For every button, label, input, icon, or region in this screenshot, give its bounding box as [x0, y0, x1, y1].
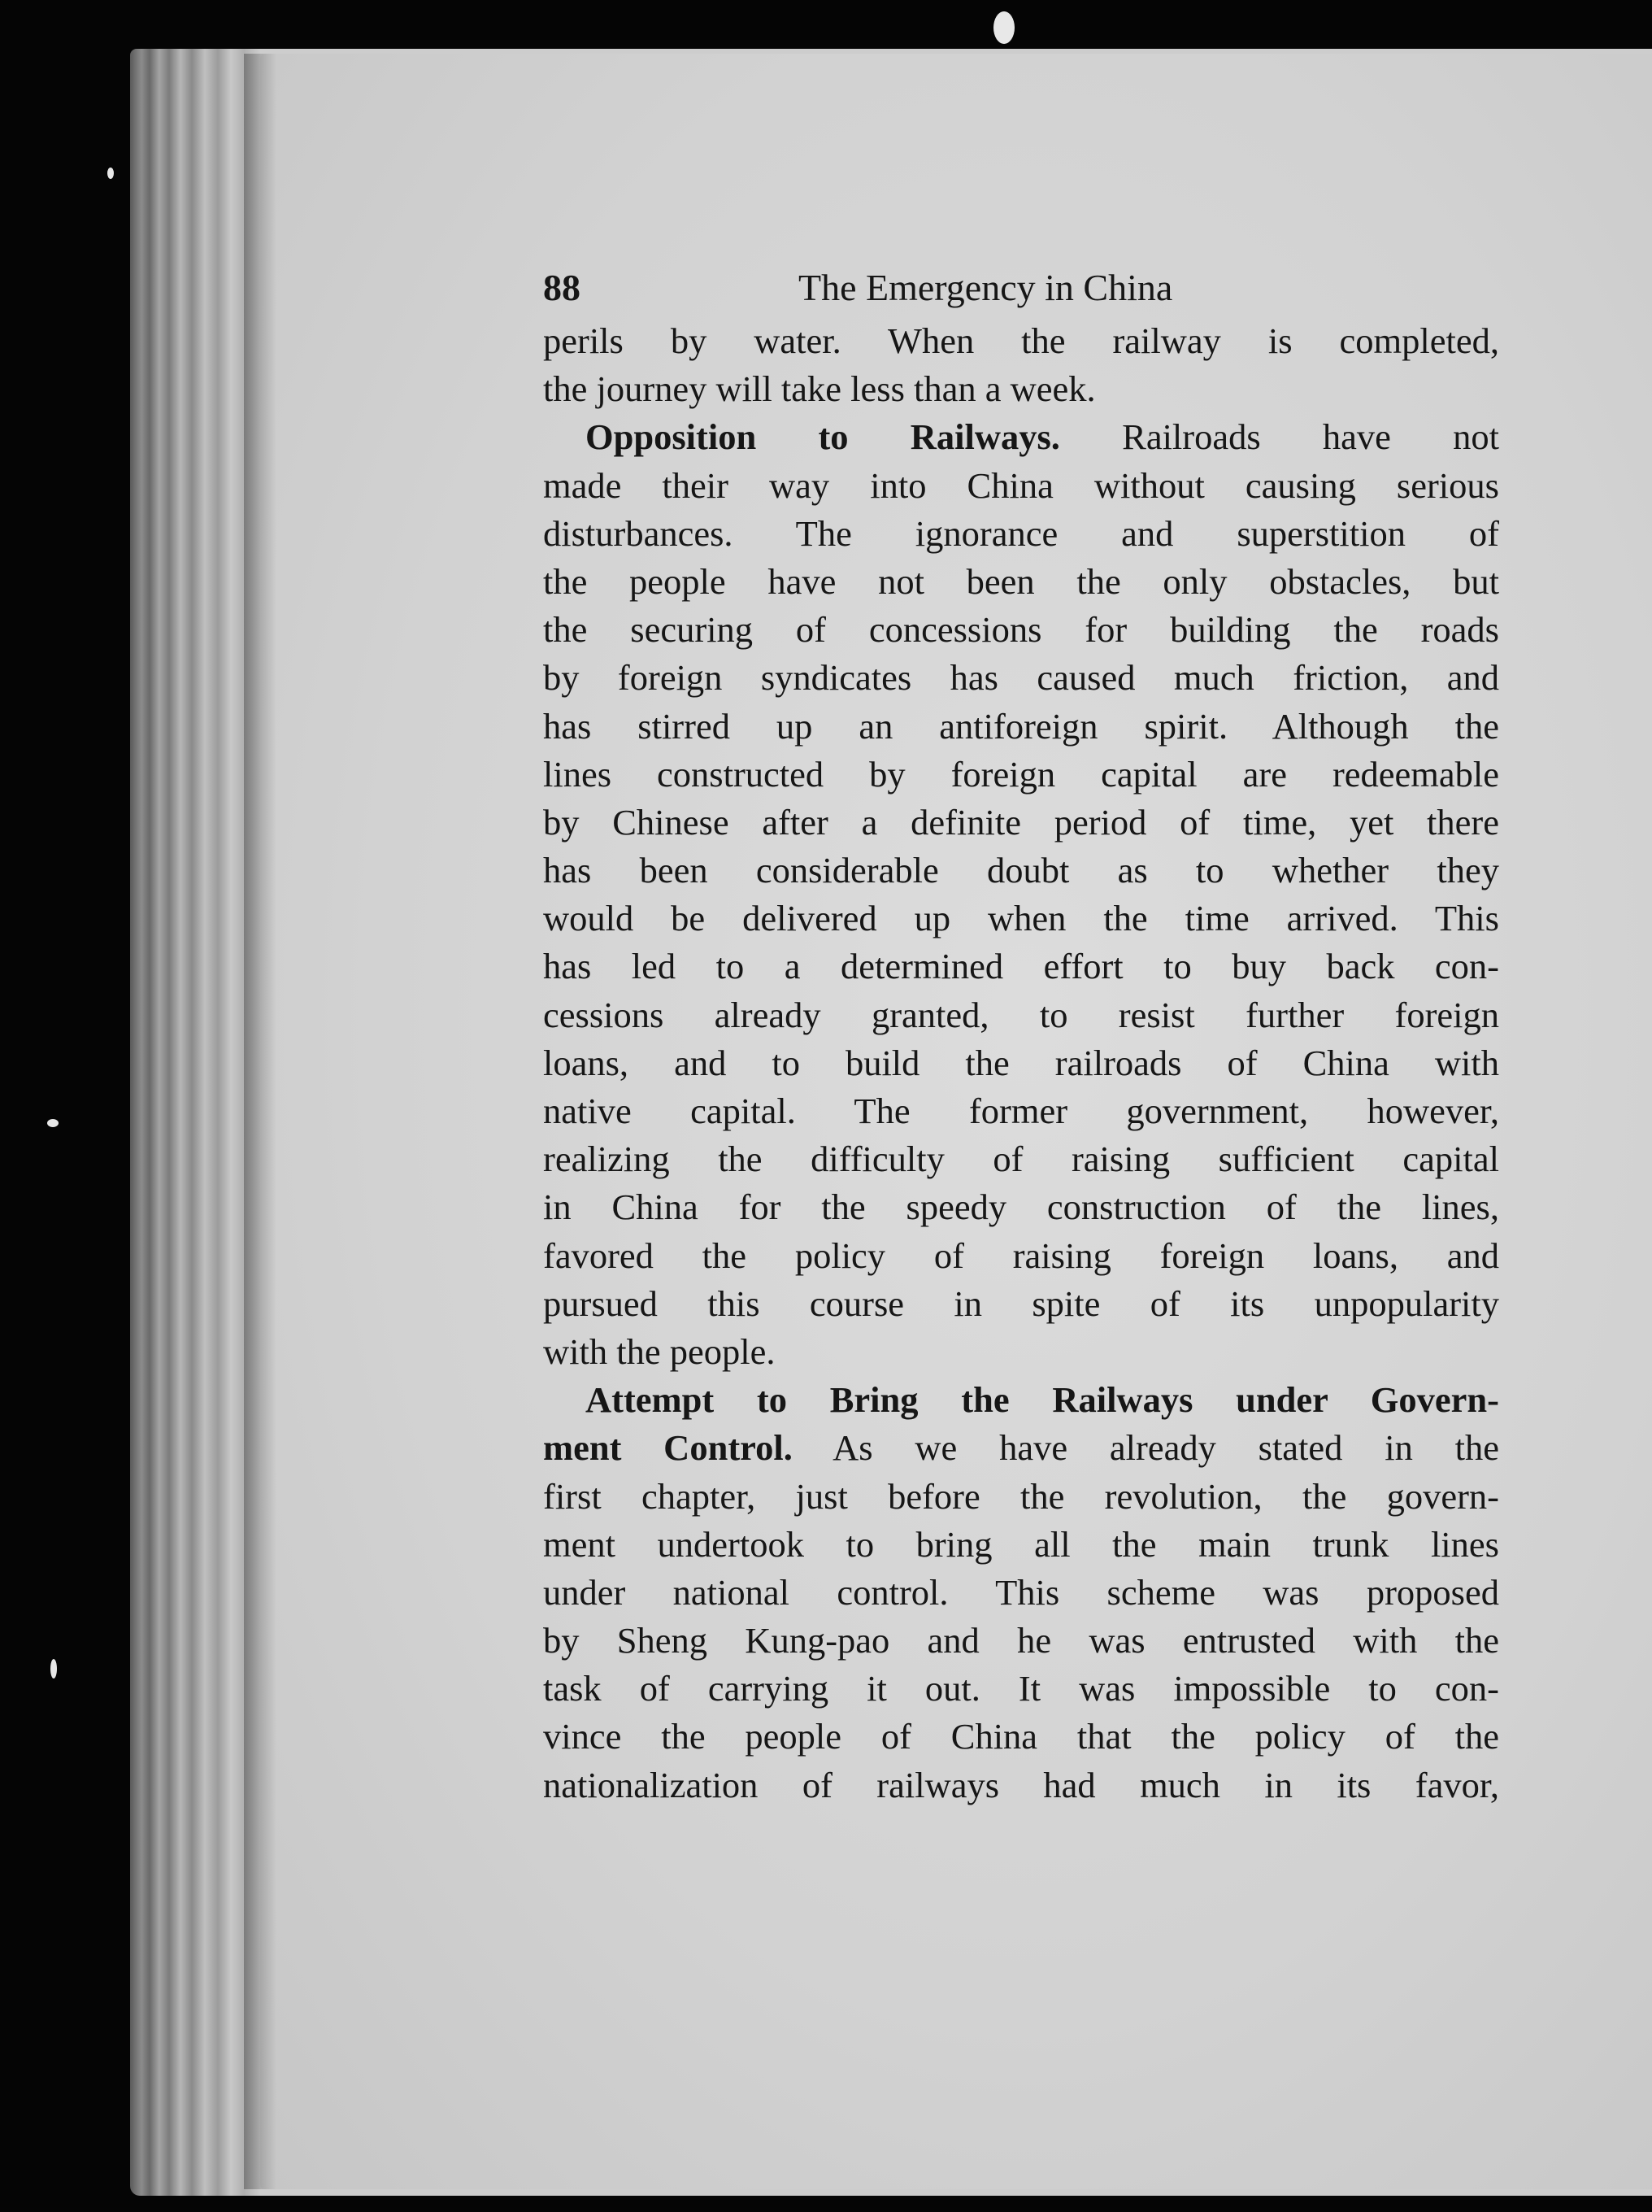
text-line [543, 1039, 1499, 1087]
line-text: by Sheng Kung-pao and he was entrusted with the [543, 1620, 1499, 1661]
line-text: lines constructed by foreign capital are redeemable [543, 753, 1499, 795]
line-text: by foreign syndicates has caused much friction, and [543, 657, 1499, 699]
text-line [543, 510, 1499, 558]
text-line [543, 365, 1499, 413]
line-text: has stirred up an antiforeign spirit. Although the [543, 705, 1499, 747]
line-text: by Chinese after a definite period of time, yet there [543, 801, 1499, 843]
section-heading: Opposition to Railways. [585, 416, 1060, 458]
running-head [543, 259, 1499, 317]
body-text [543, 317, 1499, 1809]
line-text: realizing the difficulty of raising sufficient capital [543, 1139, 1499, 1180]
text-line [543, 847, 1499, 895]
line-text: native capital. The former government, however, [543, 1091, 1499, 1131]
running-title: The Emergency in China [798, 267, 1173, 308]
text-line [543, 943, 1499, 991]
text-line [543, 991, 1499, 1039]
line-text: task of carrying it out. It was impossible to con- [543, 1668, 1499, 1709]
line-text: nationalization of railways had much in its favor, [543, 1764, 1499, 1805]
line-text: first chapter, just before the revolution, the govern- [543, 1475, 1499, 1517]
line-text: pursued this course in spite of its unpopularity [543, 1282, 1499, 1324]
line-text: disturbances. The ignorance and superstition of [543, 512, 1499, 554]
dust-speck [50, 1659, 57, 1679]
text-line [543, 1617, 1499, 1665]
text-line [543, 1713, 1499, 1761]
text-line [543, 799, 1499, 847]
line-text: perils by water. When the railway is completed, [543, 320, 1499, 361]
text-line [543, 1473, 1499, 1521]
line-text: with the people. [543, 1330, 776, 1372]
text-line [543, 1135, 1499, 1183]
text-line [543, 703, 1499, 751]
line-text: would be delivered up when the time arrived. This [543, 898, 1499, 939]
line-text: the journey will take less than a week. [543, 368, 1096, 410]
line-text: in China for the speedy construction of the lines, [543, 1187, 1499, 1228]
line-text: vince the people of China that the policy of the [543, 1716, 1499, 1757]
text-line [543, 654, 1499, 702]
section-heading: ment Control. [543, 1427, 793, 1469]
line-text: As we have already stated in the [792, 1427, 1499, 1469]
line-text: the securing of concessions for building the roads [543, 609, 1499, 651]
text-line [543, 1328, 1499, 1376]
text-line [543, 1569, 1499, 1617]
line-text: loans, and to build the railroads of China with [543, 1042, 1499, 1083]
line-text: favored the policy of raising foreign loans, and [543, 1234, 1499, 1276]
text-block [543, 259, 1499, 1809]
text-line [543, 1761, 1499, 1809]
line-text: Railroads have not [1059, 416, 1499, 458]
line-text: made their way into China without causing serious [543, 464, 1499, 506]
text-line [543, 1521, 1499, 1569]
line-text: has been considerable doubt as to whether they [543, 850, 1499, 891]
text-line [543, 606, 1499, 654]
line-text: the people have not been the only obstacles, but [543, 560, 1499, 602]
line-text: under national control. This scheme was proposed [543, 1571, 1499, 1613]
text-line [543, 317, 1499, 365]
text-line [543, 1280, 1499, 1328]
gutter-shadow [244, 54, 276, 2189]
section-heading: Attempt to Bring the Railways under Govern- [585, 1379, 1499, 1421]
dust-speck [47, 1119, 59, 1127]
text-line [543, 1424, 1499, 1472]
page-number: 88 [543, 267, 580, 308]
text-line [543, 1183, 1499, 1231]
text-line [543, 1376, 1499, 1424]
line-text: cessions already granted, to resist further foreign [543, 994, 1499, 1035]
line-text: ment undertook to bring all the main trunk lines [543, 1523, 1499, 1565]
dust-speck [107, 168, 114, 179]
text-line [543, 462, 1499, 510]
text-line [543, 751, 1499, 799]
text-line [543, 1232, 1499, 1280]
text-line [543, 413, 1499, 461]
dust-speck [993, 11, 1015, 44]
text-line [543, 1665, 1499, 1713]
line-text: has led to a determined effort to buy back con- [543, 946, 1499, 987]
text-line [543, 1087, 1499, 1135]
text-line [543, 895, 1499, 943]
text-line [543, 558, 1499, 606]
